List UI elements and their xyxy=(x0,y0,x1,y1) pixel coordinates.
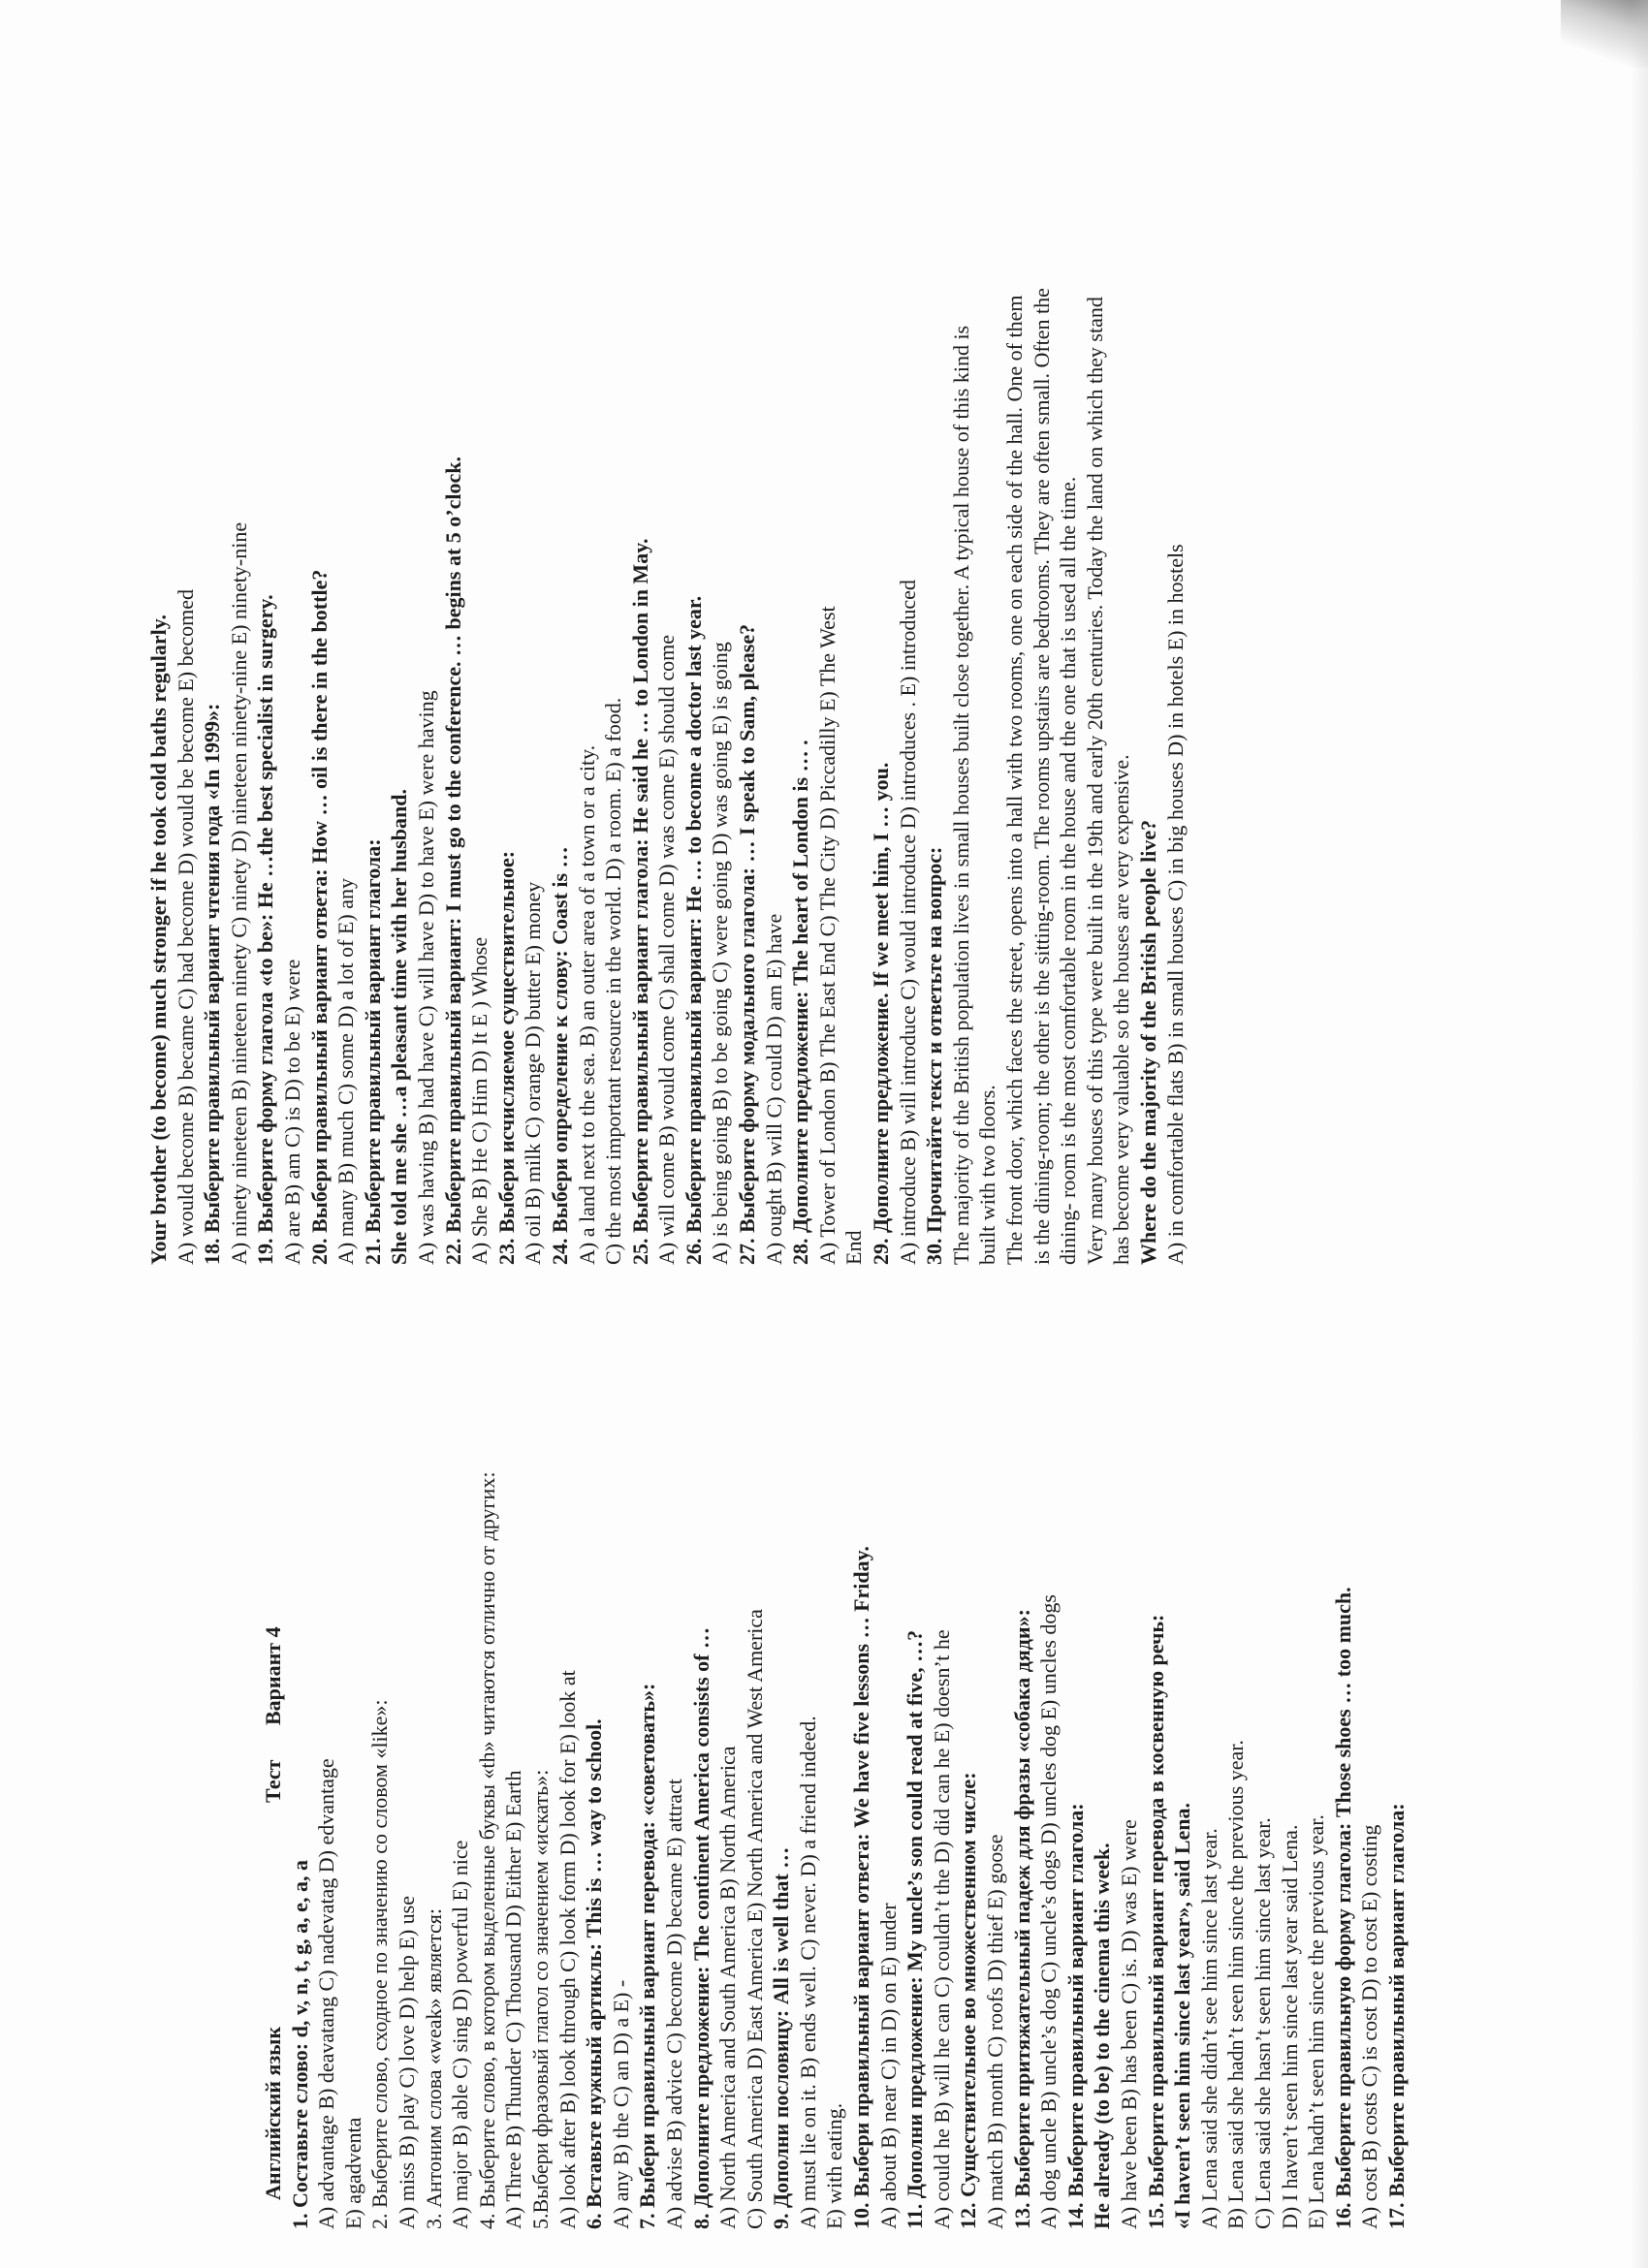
text-line: A) many B) much C) some D) a lot of E) any xyxy=(333,878,359,1265)
text-line: 2. Выберите слово, сходное по значению со словом «like»: xyxy=(367,1699,393,2229)
text-line: 23. Выбери исчисляемое существительное: xyxy=(493,850,519,1265)
text-line: B) Lena said she hadn’t seen him since the previous year. xyxy=(1223,1740,1249,2229)
text-line: A) advise B) advice C) become D) became E) attract xyxy=(661,1779,686,2229)
text-line: is the dining-room; the other is the sitting-room. The rooms upstairs are bedrooms. They are often small. Often the xyxy=(1029,288,1054,1265)
text-line: 9. Дополни пословицу: All is well that … xyxy=(769,1846,794,2229)
text-line: 30. Прочитайте текст и ответьте на вопрос: xyxy=(922,846,947,1265)
text-line: 1. Составьте слово: d, v, n, t, g, a, e, a, a xyxy=(287,1860,312,2229)
text-line: C) South America D) East America E) North America and West America xyxy=(742,1609,767,2229)
text-line: 7. Выбери правильный вариант перевода: «советовать»: xyxy=(635,1683,660,2229)
text-line: dining- room is the most comfortable room in the house and the one that is used all the time. xyxy=(1056,476,1081,1265)
text-line: 21. Выберите правильный вариант глагола: xyxy=(360,838,385,1265)
text-line: E) agadventa xyxy=(340,2117,365,2229)
text-line: 3. Антоним слова «weak» является: xyxy=(421,1908,446,2229)
text-line: A) could he B) will he can C) couldn’t the D) did can he E) doesn’t he xyxy=(929,1629,954,2229)
subject-title: Английский язык xyxy=(261,2026,285,2200)
text-line: «I haven’t seen him since last year», said Lena. xyxy=(1170,1803,1195,2229)
text-line: A) ought B) will C) could D) am E) have xyxy=(761,913,786,1265)
text-line: A) any B) the C) an D) a E) - xyxy=(608,1979,633,2229)
text-line: 11. Дополни предложение: My uncle’s son could read at five, …? xyxy=(903,1629,928,2229)
text-line: 13. Выберите притяжательный падеж для фразы «собака дяди»: xyxy=(1009,1609,1034,2229)
text-line: A) will come B) would come C) shall come D) was come E) should come xyxy=(654,634,680,1265)
text-line: A) was having B) had have C) will have D) to have E) were having xyxy=(413,690,438,1265)
scan-edge xyxy=(1631,0,1648,2268)
text-line: 4. Выберите слово, в котором выделенные буквы «th» читаются отлично от других: xyxy=(474,1471,499,2229)
text-line: 19. Выберите форму глагола «to be»: He …the best specialist in surgery. xyxy=(253,594,278,1265)
text-line: 8. Дополните предложение: The continent America consists of … xyxy=(688,1627,713,2229)
test-questions-17-30 xyxy=(145,121,1188,1265)
text-line: E) Lena hadn’t seen him since the previous year. xyxy=(1304,1814,1329,2229)
text-line: The front door, which faces the street, opens into a hall with two rooms, one on each side of the hall. One of them xyxy=(1002,295,1027,1265)
text-line: Very many houses of this type were built in the 19th and early 20th centuries. Today the land on which they stand xyxy=(1082,297,1107,1265)
test-title: Тест xyxy=(261,1759,285,1803)
text-line: 20. Выбери правильный вариант ответа: How … oil is there in the bottle? xyxy=(306,569,332,1265)
text-line: The majority of the British population lives in small houses built close together. A typical house of this kind is xyxy=(948,325,973,1265)
text-line: 6. Вставьте нужный артикль: This is … way to school. xyxy=(582,1718,607,2229)
text-line: 17. Выберите правильный вариант глагола: xyxy=(1383,1803,1409,2229)
text-line: C) Lena said she hasn’t seen him since last year. xyxy=(1250,1817,1275,2229)
text-line: 18. Выберите правильный вариант чтения года «In 1999»: xyxy=(200,703,225,1265)
text-line: Your brother (to become) much stronger if he took cold baths regularly. xyxy=(146,614,171,1265)
text-line: C) the most important resource in the world. D) a room. E) a food. xyxy=(601,697,626,1265)
right-column xyxy=(145,121,1188,1265)
text-line: 16. Выберите правильную форму глагола: Those shoes … too much. xyxy=(1330,1587,1355,2229)
text-line: A) dog uncle B) uncle’s dog C) uncle’s dogs D) uncles dog E) uncles dogs xyxy=(1036,1594,1062,2229)
text-line: 10. Выбери правильный вариант ответа: We have five lessons … Friday. xyxy=(849,1546,874,2229)
text-line: E) with eating. xyxy=(822,2102,847,2229)
text-line: A) oil B) milk C) orange D) butter E) money xyxy=(521,881,546,1265)
text-line: A) Lena said she didn’t see him since last year. xyxy=(1196,1828,1221,2229)
text-line: A) about B) near C) in D) on E) under xyxy=(875,1903,901,2229)
text-line: End xyxy=(841,1230,867,1265)
text-line: 27. Выберите форму модального глагола: … I speak to Sam, please? xyxy=(735,623,760,1265)
text-line: Where do the majority of the British people live? xyxy=(1135,819,1160,1265)
text-line: 14. Выберите правильный вариант глагола: xyxy=(1062,1803,1088,2229)
text-line: 26. Выберите правильный вариант: He … to become a doctor last year. xyxy=(681,595,706,1265)
text-line: 22. Выберите правильный вариант: I must go to the conference. … begins at 5 o’clock. xyxy=(440,457,465,1265)
text-line: 15. Выберите правильный вариант перевода в косвенную речь: xyxy=(1143,1614,1168,2229)
text-line: A) are B) am C) is D) to be E) were xyxy=(279,959,304,1265)
text-line: A) miss B) play C) love D) help E) use xyxy=(394,1896,419,2229)
text-line: A) advantage B) deavatang C) nadevatag D) edvantage xyxy=(314,1758,339,2229)
text-line: A) Three B) Thunder C) Thousand D) Either E) Earth xyxy=(501,1770,526,2229)
text-line: A) in comfortable flats B) in small houses C) in big houses D) in hotels E) in hostels xyxy=(1162,544,1188,1265)
text-line: D) I haven’t seen him since last year said Lena. xyxy=(1277,1824,1302,2229)
text-line: He already (to be) to the cinema this week. xyxy=(1090,1843,1115,2229)
text-line: A) have been B) has been C) is. D) was E) were xyxy=(1117,1819,1141,2229)
text-line: 12. Существительное во множественном числе: xyxy=(956,1772,981,2229)
variant-title: Вариант 4 xyxy=(261,1626,285,1725)
text-line: A) Tower of London B) The East End C) The City D) Piccadilly E) The West xyxy=(814,606,840,1265)
text-line: A) cost B) costs C) is cost D) to cost E) costing xyxy=(1357,1824,1382,2229)
text-line: 28. Дополните предложение: The heart of London is … . xyxy=(788,740,813,1265)
text-line: A) major B) able C) sing D) powerful E) nice xyxy=(448,1840,473,2229)
text-line: 25. Выберите правильный вариант глагола: He said he … to London in May. xyxy=(627,538,652,1265)
text-line: A) must lie on it. B) ends well. C) never. D) a friend indeed. xyxy=(795,1716,820,2229)
text-line: She told me she …a pleasant time with her husband. xyxy=(387,789,412,1265)
text-line: A) a land next to the sea. B) an outer area of a town or a city. xyxy=(574,744,599,1265)
text-line: A) She B) He C) Him D) It E ) Whose xyxy=(467,936,492,1265)
text-line: A) ninety nineteen B) nineteen ninety C) ninety D) nineteen ninety-nine E) ninety-nine xyxy=(226,521,251,1265)
text-line: has become very valuable so the houses are very expensive. xyxy=(1109,754,1134,1265)
text-line: 5.Выбери фразовый глагол со значением «искать»: xyxy=(527,1769,553,2229)
text-line: A) look after B) look through C) look form D) look for E) look at xyxy=(555,1670,580,2229)
text-line: built with two floors. xyxy=(975,1085,1000,1265)
text-line: A) introduce B) will introduce C) would introduce D) introduces . E) introduced xyxy=(895,580,920,1265)
text-line: A) match B) month C) roofs D) thief E) goose xyxy=(983,1834,1008,2229)
text-line: 24. Выбери определение к слову: Coast is … xyxy=(547,846,572,1265)
text-line: A) North America and South America B) North America xyxy=(715,1746,741,2229)
text-line: 29. Дополните предложение. If we meet him, I … you. xyxy=(869,762,894,1265)
text-line: A) is being going B) to be going C) were going D) was going E) is going xyxy=(708,642,733,1265)
text-line: A) would become B) became C) had become D) would be become E) becomed xyxy=(173,588,198,1265)
